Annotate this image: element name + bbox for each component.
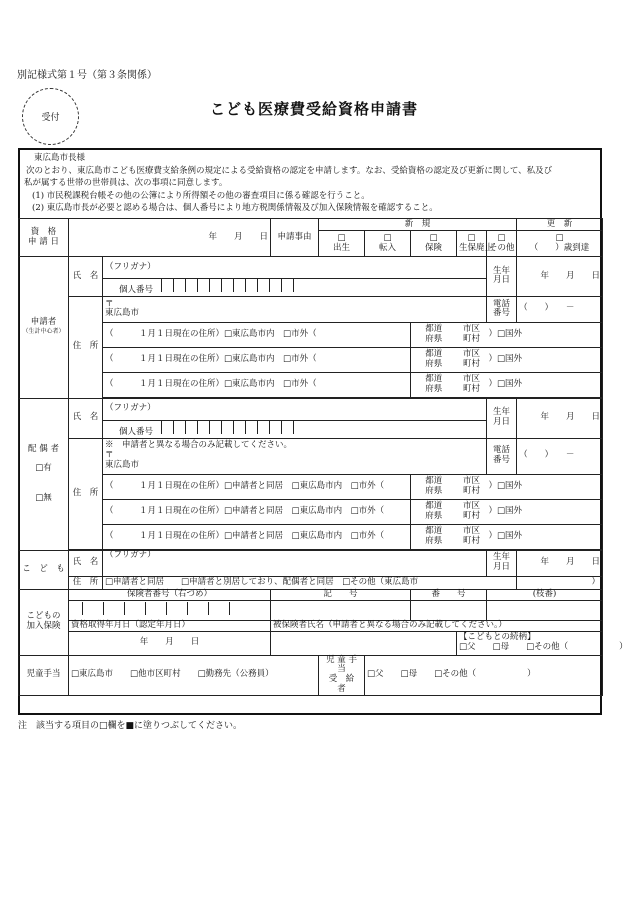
applicant-address-label: 住 所 <box>69 296 103 398</box>
foreign-checkbox[interactable]: ）□国外 <box>487 347 603 372</box>
consent-item-1: (1) 市民税課税台帳その他の公簿により所得額その他の審査項目に係る確認を行うこと。 <box>32 191 370 201</box>
applicant-jan-address-2[interactable]: （ １月１日現在の住所）□東広島市内 □市外（ <box>103 347 411 372</box>
symbol-input[interactable] <box>271 600 411 620</box>
holder-name[interactable] <box>271 631 457 655</box>
allowance-options[interactable]: □東広島市 □他市区町村 □勤務先（公務員） <box>69 655 319 695</box>
number-label: 番 号 <box>411 589 487 600</box>
intro-text-2: 私が属する世帯の世帯員は、次の事項に同意します。 <box>24 178 228 188</box>
child-birth-date[interactable]: 年 月 日 <box>517 550 603 576</box>
allowance-label: 児童手当 <box>19 655 69 695</box>
prefecture-label: 都道 府県 <box>411 474 457 499</box>
main-table <box>18 218 628 696</box>
new-label: 新 規 <box>319 219 517 231</box>
foreign-checkbox[interactable]: ）□国外 <box>487 524 603 549</box>
applicant-birth-label: 生年 月日 <box>487 257 517 297</box>
municipality-label: 市区 町村 <box>457 322 487 347</box>
child-birth-label: 生年 月日 <box>487 550 517 576</box>
prefecture-label: 都道 府県 <box>411 499 457 524</box>
reason-other-checkbox[interactable]: □ その他 <box>487 231 517 257</box>
applicant-name-label: 氏 名 <box>69 257 103 297</box>
acquired-date[interactable]: 年 月 日 <box>69 631 271 655</box>
consent-item-2: (2) 東広島市長が必要と認める場合は、個人番号により地方税関係情報及び加入保険情報を確認すること。 <box>32 203 438 213</box>
acquired-date-label: 資格取得年月日（認定年月日） <box>69 620 271 631</box>
holder-label: 被保険者氏名（申請者と異なる場合のみ記載してください。） <box>271 620 603 631</box>
spouse-jan-address-3[interactable]: （ １月１日現在の住所）□申請者と同居 □東広島市内 □市外（ <box>103 524 411 549</box>
spouse-has-checkbox[interactable]: □有 <box>35 463 52 474</box>
qualification-label: 資 格 申 請 日 <box>19 219 69 257</box>
foreign-checkbox[interactable]: ）□国外 <box>487 499 603 524</box>
applicant-tel[interactable]: （ ） － <box>517 296 603 322</box>
spouse-mynumber[interactable]: 個人番号 <box>103 420 487 438</box>
spouse-label: 配 偶 者 □有 □無 <box>19 398 69 550</box>
spouse-birth-date[interactable]: 年 月 日 <box>517 398 603 438</box>
applicant-furigana[interactable]: （フリガナ） <box>103 257 487 279</box>
foreign-checkbox[interactable]: ）□国外 <box>487 474 603 499</box>
spouse-name-label: 氏 名 <box>69 398 103 438</box>
prefecture-label: 都道 府県 <box>411 372 457 397</box>
municipality-label: 市区 町村 <box>457 372 487 397</box>
addressee: 東広島市長様 <box>34 153 86 163</box>
spouse-tel-label: 電話 番号 <box>487 438 517 474</box>
reason-birth-checkbox[interactable]: □ 出生 <box>319 231 365 257</box>
stamp-label: 受付 <box>41 113 60 123</box>
branch-input[interactable] <box>487 600 603 620</box>
prefecture-label: 都道 府県 <box>411 322 457 347</box>
insurer-number-label: 保険者番号（右づめ） <box>69 589 271 600</box>
municipality-label: 市区 町村 <box>457 524 487 549</box>
applicant-jan-address-3[interactable]: （ １月１日現在の住所）□東広島市内 □市外（ <box>103 372 411 397</box>
symbol-label: 記 号 <box>271 589 411 600</box>
spouse-tel[interactable]: （ ） － <box>517 438 603 474</box>
foreign-checkbox[interactable]: ）□国外 <box>487 372 603 397</box>
applicant-jan-address-1[interactable]: （ １月１日現在の住所）□東広島市内 □市外（ <box>103 322 411 347</box>
municipality-label: 市区 町村 <box>457 499 487 524</box>
child-furigana[interactable]: （フリガナ） <box>103 550 487 576</box>
spouse-jan-address-2[interactable]: （ １月１日現在の住所）□申請者と同居 □東広島市内 □市外（ <box>103 499 411 524</box>
applicant-tel-label: 電話 番号 <box>487 296 517 322</box>
reason-welfare-checkbox[interactable]: □ 生保廃止 <box>457 231 487 257</box>
applicant-label: 申請者 （生計中心者） <box>19 257 69 399</box>
reason-move-in-checkbox[interactable]: □ 転入 <box>365 231 411 257</box>
municipality-label: 市区 町村 <box>457 347 487 372</box>
insurance-label: こどもの 加入保険 <box>19 589 69 655</box>
reception-stamp <box>22 88 79 145</box>
renew-label: 更 新 <box>517 219 603 231</box>
prefecture-label: 都道 府県 <box>411 524 457 549</box>
spouse-birth-label: 生年 月日 <box>487 398 517 438</box>
reason-insurance-checkbox[interactable]: □ 保険 <box>411 231 457 257</box>
child-label: こ ど も <box>19 550 69 589</box>
child-address-label: 住 所 <box>69 576 103 589</box>
spouse-address[interactable]: ※ 申請者と異なる場合のみ記載してください。 〒 東広島市 <box>103 438 487 474</box>
municipality-label: 市区 町村 <box>457 474 487 499</box>
spouse-address-label: 住 所 <box>69 438 103 549</box>
child-address-close: ） <box>517 576 603 589</box>
spouse-furigana[interactable]: （フリガナ） <box>103 398 487 420</box>
intro-text-1: 次のとおり、東広島市こども医療費支給条例の規定による受給資格の認定を申請します。なお、受給資格の認定及び更新に関して、私及び <box>26 166 553 176</box>
foreign-checkbox[interactable]: ）□国外 <box>487 322 603 347</box>
relation[interactable]: 【こどもとの続柄】 □父 □母 □その他（ ） <box>457 631 603 655</box>
child-address[interactable]: □申請者と同居 □申請者と別居しており、配偶者と同居 □その他（東広島市 <box>103 576 517 589</box>
child-name-label: 氏 名 <box>69 550 103 576</box>
applicant-mynumber[interactable]: 個人番号 <box>103 279 487 297</box>
application-date[interactable]: 年 月 日 <box>69 219 271 257</box>
allowance-payee-options[interactable]: □父 □母 □その他（ ） <box>365 655 603 695</box>
footnote: 注 該当する項目の□欄を■に塗りつぶしてください。 <box>18 721 243 731</box>
renew-age-checkbox[interactable]: □ （ ）歳到達 <box>517 231 603 257</box>
applicant-address[interactable]: 〒 東広島市 <box>103 296 487 322</box>
branch-label: (枝番) <box>487 589 603 600</box>
prefecture-label: 都道 府県 <box>411 347 457 372</box>
applicant-birth-date[interactable]: 年 月 日 <box>517 257 603 297</box>
reason-label: 申請事由 <box>271 219 319 257</box>
page-title: こども医療費受給資格申請書 <box>210 100 419 118</box>
form-annex-label: 別記様式第１号（第３条関係） <box>17 70 157 81</box>
spouse-jan-address-1[interactable]: （ １月１日現在の住所）□申請者と同居 □東広島市内 □市外（ <box>103 474 411 499</box>
insurer-number-input[interactable] <box>69 600 271 620</box>
number-input[interactable] <box>411 600 487 620</box>
allowance-payee-label: 児 童 手 当 受 給 者 <box>319 655 365 695</box>
spouse-none-checkbox[interactable]: □無 <box>35 492 52 503</box>
